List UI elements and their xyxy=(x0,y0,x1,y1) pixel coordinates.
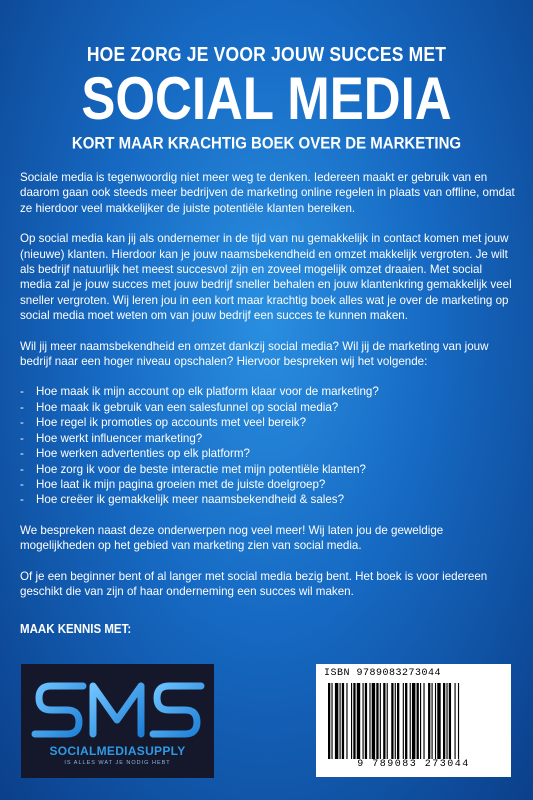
sms-logo xyxy=(21,664,214,778)
isbn-digits: 9 789083 273044 xyxy=(357,759,470,770)
list-item: - Hoe werkt influencer marketing? xyxy=(20,431,515,446)
list-item: - Hoe maak ik gebruik van een salesfunnel op social media? xyxy=(20,400,515,415)
list-item: - Hoe maak ik mijn account op elk platform klaar voor de marketing? xyxy=(20,384,515,399)
subtitle: KORT MAAR KRACHTIG BOEK OVER DE MARKETING xyxy=(71,134,462,153)
maak-kennis-label: MAAK KENNIS MET: xyxy=(20,623,132,637)
barcode xyxy=(316,664,511,777)
list-item: - Hoe zorg ik voor de beste interactie met mijn potentiële klanten? xyxy=(20,462,515,477)
main-title: SOCIAL MEDIA xyxy=(81,64,452,133)
paragraph-1: Sociale media is tegenwoordig niet meer weg te denken. Iedereen maakt er gebruik van en daarom gaan ook steeds meer bedrijven de marketing online regelen in plaats van offline, omdat ze hierdoor veel makkelijker de juiste potentiële klanten bereiken. xyxy=(20,171,515,215)
paragraph-3: Wil jij meer naamsbekendheid en omzet dankzij social media? Wil jij de marketing van jouw bedrijf naar een hoger niveau opschalen? Hiervoor bespreken wij het volgende: xyxy=(20,339,489,369)
paragraph-5: Of je een beginner bent of al langer met social media bezig bent. Het boek is voor iedereen geschikt die van zijn of haar onderneming een succes wil maken. xyxy=(20,569,488,598)
isbn-label: ISBN 9789083273044 xyxy=(324,668,442,679)
list-item: - Hoe werken advertenties op elk platform? xyxy=(20,446,515,461)
sms-logo-icon xyxy=(21,672,214,742)
cover-header xyxy=(0,44,533,152)
list-item: - Hoe regel ik promoties op accounts met veel bereik? xyxy=(20,415,515,430)
barcode-icon xyxy=(326,683,501,759)
list-item: - Hoe laat ik mijn pagina groeien met de juiste doelgroep? xyxy=(20,477,515,492)
list-item: - Hoe creëer ik gemakkelijk meer naamsbekendheid & sales? xyxy=(20,492,515,507)
blurb-text xyxy=(20,170,515,614)
topic-list xyxy=(20,384,515,507)
logo-tagline: IS ALLES WAT JE NODIG HEBT xyxy=(64,760,171,766)
paragraph-2: Op social media kan jij als ondernemer in de tijd van nu gemakkelijk in contact komen met jouw (nieuwe) klanten. Hierdoor kan je jouw naamsbekendheid en omzet makkelijk vergroten. Je wilt als bedrijf natuurlijk het meest succesvol zijn en zoveel mogelijk omzet draaien. Met social media zal je jouw succes met jouw bedrijf sneller behalen en jouw klantenkring gemakkelijk veel sneller vergroten. Wij leren jou in een kort maar krachtig boek alles wat je over de marketing op social media moet weten om van jouw bedrijf een succes te kunnen maken. xyxy=(20,232,512,323)
kicker-line: HOE ZORG JE VOOR JOUW SUCCES MET xyxy=(86,42,447,66)
logo-name: SOCIALMEDIASUPPLY xyxy=(49,744,186,758)
paragraph-4: We bespreken naast deze onderwerpen nog veel meer! Wij laten jou de geweldige mogelijkheden op het gebied van marketing zien van social media. xyxy=(20,523,444,553)
